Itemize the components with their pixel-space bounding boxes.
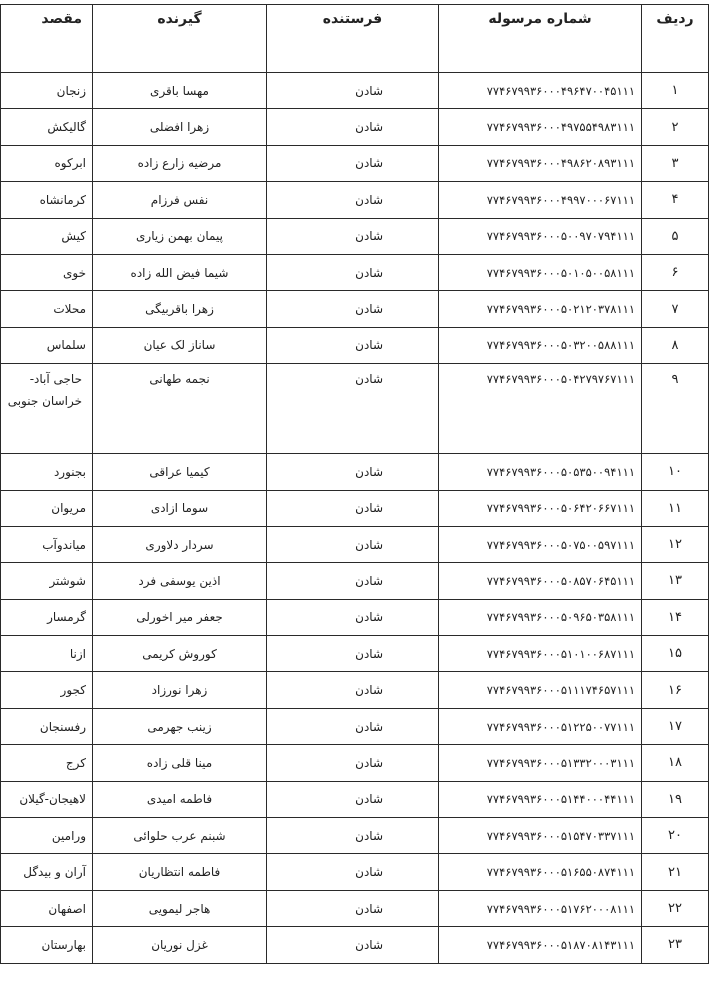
row-index: ۵ [642, 218, 709, 254]
receiver-name: جعفر میر اخورلی [93, 599, 267, 635]
row-index: ۱۶ [642, 672, 709, 708]
row-index: ۷ [642, 291, 709, 327]
header-receiver: گیرنده [93, 5, 267, 73]
tracking-number: ۷۷۴۶۷۹۹۳۶۰۰۰۵۰۴۲۷۹۷۶۷۱۱۱ [439, 364, 642, 454]
row-index: ۱۸ [642, 745, 709, 781]
tracking-number: ۷۷۴۶۷۹۹۳۶۰۰۰۵۱۴۴۰۰۰۴۴۱۱۱ [439, 781, 642, 817]
destination-city: بهارستان [1, 927, 93, 963]
tracking-number: ۷۷۴۶۷۹۹۳۶۰۰۰۵۱۱۱۷۴۶۵۷۱۱۱ [439, 672, 642, 708]
sender-name: شادن [267, 526, 439, 562]
destination-city: کرمانشاه [1, 182, 93, 218]
destination-city: رفسنجان [1, 708, 93, 744]
destination-city: کرج [1, 745, 93, 781]
receiver-name: اذین یوسفی فرد [93, 563, 267, 599]
row-index: ۱۷ [642, 708, 709, 744]
receiver-name: شبنم عرب حلوائی [93, 818, 267, 854]
sender-name: شادن [267, 818, 439, 854]
table-row [1, 490, 709, 526]
tracking-number: ۷۷۴۶۷۹۹۳۶۰۰۰۵۰۲۱۲۰۳۷۸۱۱۱ [439, 291, 642, 327]
shipment-sheet [0, 4, 708, 964]
tracking-number: ۷۷۴۶۷۹۹۳۶۰۰۰۵۰۸۵۷۰۶۴۵۱۱۱ [439, 563, 642, 599]
destination-city: حاجی آباد-خراسان جنوبی [1, 364, 93, 454]
receiver-name: مینا قلی زاده [93, 745, 267, 781]
row-index: ۱۳ [642, 563, 709, 599]
row-index: ۲۲ [642, 890, 709, 926]
destination-city: مریوان [1, 490, 93, 526]
table-header-row [1, 5, 709, 73]
receiver-name: کیمیا عراقی [93, 454, 267, 490]
receiver-name: زهرا نورزاد [93, 672, 267, 708]
table-row [1, 218, 709, 254]
destination-city: آران و بیدگل [1, 854, 93, 890]
tracking-number: ۷۷۴۶۷۹۹۳۶۰۰۰۵۱۷۶۲۰۰۰۸۱۱۱ [439, 890, 642, 926]
row-index: ۲۱ [642, 854, 709, 890]
receiver-name: شیما فیض الله زاده [93, 254, 267, 290]
receiver-name: فاطمه امیدی [93, 781, 267, 817]
row-index: ۲۰ [642, 818, 709, 854]
sender-name: شادن [267, 254, 439, 290]
receiver-name: پیمان بهمن زیاری [93, 218, 267, 254]
receiver-name: زینب جهرمی [93, 708, 267, 744]
row-index: ۴ [642, 182, 709, 218]
destination-city: خوی [1, 254, 93, 290]
row-index: ۱۹ [642, 781, 709, 817]
receiver-name: ساناز لک عیان [93, 327, 267, 363]
table-row [1, 890, 709, 926]
destination-city: ازنا [1, 636, 93, 672]
sender-name: شادن [267, 781, 439, 817]
sender-name: شادن [267, 291, 439, 327]
table-row [1, 291, 709, 327]
row-index: ۱۰ [642, 454, 709, 490]
row-index: ۹ [642, 364, 709, 454]
tracking-number: ۷۷۴۶۷۹۹۳۶۰۰۰۵۰۹۶۵۰۳۵۸۱۱۱ [439, 599, 642, 635]
destination-city: میاندوآب [1, 526, 93, 562]
table-row [1, 636, 709, 672]
destination-city: محلات [1, 291, 93, 327]
table-row [1, 182, 709, 218]
sender-name: شادن [267, 563, 439, 599]
tracking-number: ۷۷۴۶۷۹۹۳۶۰۰۰۵۰۶۴۲۰۶۶۷۱۱۱ [439, 490, 642, 526]
destination-city: کجور [1, 672, 93, 708]
receiver-name: غزل نوریان [93, 927, 267, 963]
receiver-name: فاطمه انتظاریان [93, 854, 267, 890]
sender-name: شادن [267, 182, 439, 218]
table-row [1, 254, 709, 290]
header-destination: مقصد [1, 5, 93, 73]
table-row [1, 145, 709, 181]
sender-name: شادن [267, 854, 439, 890]
table-row [1, 781, 709, 817]
row-index: ۱ [642, 73, 709, 109]
row-index: ۸ [642, 327, 709, 363]
table-row [1, 818, 709, 854]
sender-name: شادن [267, 364, 439, 454]
tracking-number: ۷۷۴۶۷۹۹۳۶۰۰۰۵۰۱۰۵۰۰۵۸۱۱۱ [439, 254, 642, 290]
receiver-name: مهسا باقری [93, 73, 267, 109]
tracking-number: ۷۷۴۶۷۹۹۳۶۰۰۰۵۰۳۲۰۰۵۸۸۱۱۱ [439, 327, 642, 363]
tracking-number: ۷۷۴۶۷۹۹۳۶۰۰۰۴۹۶۴۷۰۰۴۵۱۱۱ [439, 73, 642, 109]
row-index: ۱۱ [642, 490, 709, 526]
destination-city: گالیکش [1, 109, 93, 145]
row-index: ۶ [642, 254, 709, 290]
table-row [1, 599, 709, 635]
destination-city: ابرکوه [1, 145, 93, 181]
sender-name: شادن [267, 490, 439, 526]
table-row [1, 927, 709, 963]
tracking-number: ۷۷۴۶۷۹۹۳۶۰۰۰۵۱۵۴۷۰۳۳۷۱۱۱ [439, 818, 642, 854]
destination-city: بجنورد [1, 454, 93, 490]
table-row [1, 109, 709, 145]
table-row [1, 526, 709, 562]
table-row [1, 73, 709, 109]
table-row [1, 854, 709, 890]
tracking-number: ۷۷۴۶۷۹۹۳۶۰۰۰۴۹۸۶۲۰۸۹۳۱۱۱ [439, 145, 642, 181]
destination-city: سلماس [1, 327, 93, 363]
header-index: ردیف [642, 5, 709, 73]
receiver-name: کوروش کریمی [93, 636, 267, 672]
sender-name: شادن [267, 454, 439, 490]
receiver-name: سردار دلاوری [93, 526, 267, 562]
sender-name: شادن [267, 672, 439, 708]
table-row [1, 708, 709, 744]
row-index: ۳ [642, 145, 709, 181]
destination-city: ورامین [1, 818, 93, 854]
sender-name: شادن [267, 327, 439, 363]
tracking-number: ۷۷۴۶۷۹۹۳۶۰۰۰۴۹۷۵۵۴۹۸۳۱۱۱ [439, 109, 642, 145]
destination-city: کیش [1, 218, 93, 254]
sender-name: شادن [267, 927, 439, 963]
destination-city: لاهیجان-گیلان [1, 781, 93, 817]
table-row [1, 745, 709, 781]
header-sender: فرستنده [267, 5, 439, 73]
table-row [1, 364, 709, 454]
sender-name: شادن [267, 708, 439, 744]
receiver-name: هاجر لیمویی [93, 890, 267, 926]
receiver-name: مرضیه زارع زاده [93, 145, 267, 181]
receiver-name: نجمه طهانی [93, 364, 267, 454]
tracking-number: ۷۷۴۶۷۹۹۳۶۰۰۰۵۱۳۳۲۰۰۰۳۱۱۱ [439, 745, 642, 781]
tracking-number: ۷۷۴۶۷۹۹۳۶۰۰۰۵۱۰۱۰۰۶۸۷۱۱۱ [439, 636, 642, 672]
row-index: ۲۳ [642, 927, 709, 963]
sender-name: شادن [267, 636, 439, 672]
sender-name: شادن [267, 218, 439, 254]
sender-name: شادن [267, 745, 439, 781]
destination-city: گرمسار [1, 599, 93, 635]
sender-name: شادن [267, 109, 439, 145]
row-index: ۱۵ [642, 636, 709, 672]
tracking-number: ۷۷۴۶۷۹۹۳۶۰۰۰۵۰۰۹۷۰۷۹۴۱۱۱ [439, 218, 642, 254]
tracking-number: ۷۷۴۶۷۹۹۳۶۰۰۰۵۱۲۲۵۰۰۷۷۱۱۱ [439, 708, 642, 744]
receiver-name: نفس فرزام [93, 182, 267, 218]
receiver-name: زهرا باقربیگی [93, 291, 267, 327]
sender-name: شادن [267, 73, 439, 109]
row-index: ۱۴ [642, 599, 709, 635]
tracking-number: ۷۷۴۶۷۹۹۳۶۰۰۰۵۰۵۳۵۰۰۹۴۱۱۱ [439, 454, 642, 490]
tracking-number: ۷۷۴۶۷۹۹۳۶۰۰۰۵۱۶۵۵۰۸۷۴۱۱۱ [439, 854, 642, 890]
receiver-name: سوما ازادی [93, 490, 267, 526]
table-row [1, 454, 709, 490]
table-row [1, 563, 709, 599]
destination-city: زنجان [1, 73, 93, 109]
row-index: ۱۲ [642, 526, 709, 562]
row-index: ۲ [642, 109, 709, 145]
sender-name: شادن [267, 599, 439, 635]
tracking-number: ۷۷۴۶۷۹۹۳۶۰۰۰۵۰۷۵۰۰۵۹۷۱۱۱ [439, 526, 642, 562]
table-body [1, 73, 709, 964]
sender-name: شادن [267, 145, 439, 181]
tracking-number: ۷۷۴۶۷۹۹۳۶۰۰۰۴۹۹۷۰۰۰۶۷۱۱۱ [439, 182, 642, 218]
destination-city: اصفهان [1, 890, 93, 926]
table-row [1, 672, 709, 708]
destination-city: شوشتر [1, 563, 93, 599]
shipment-table [0, 4, 709, 964]
receiver-name: زهرا افضلی [93, 109, 267, 145]
header-tracking-number: شماره مرسوله [439, 5, 642, 73]
sender-name: شادن [267, 890, 439, 926]
tracking-number: ۷۷۴۶۷۹۹۳۶۰۰۰۵۱۸۷۰۸۱۴۳۱۱۱ [439, 927, 642, 963]
table-row [1, 327, 709, 363]
